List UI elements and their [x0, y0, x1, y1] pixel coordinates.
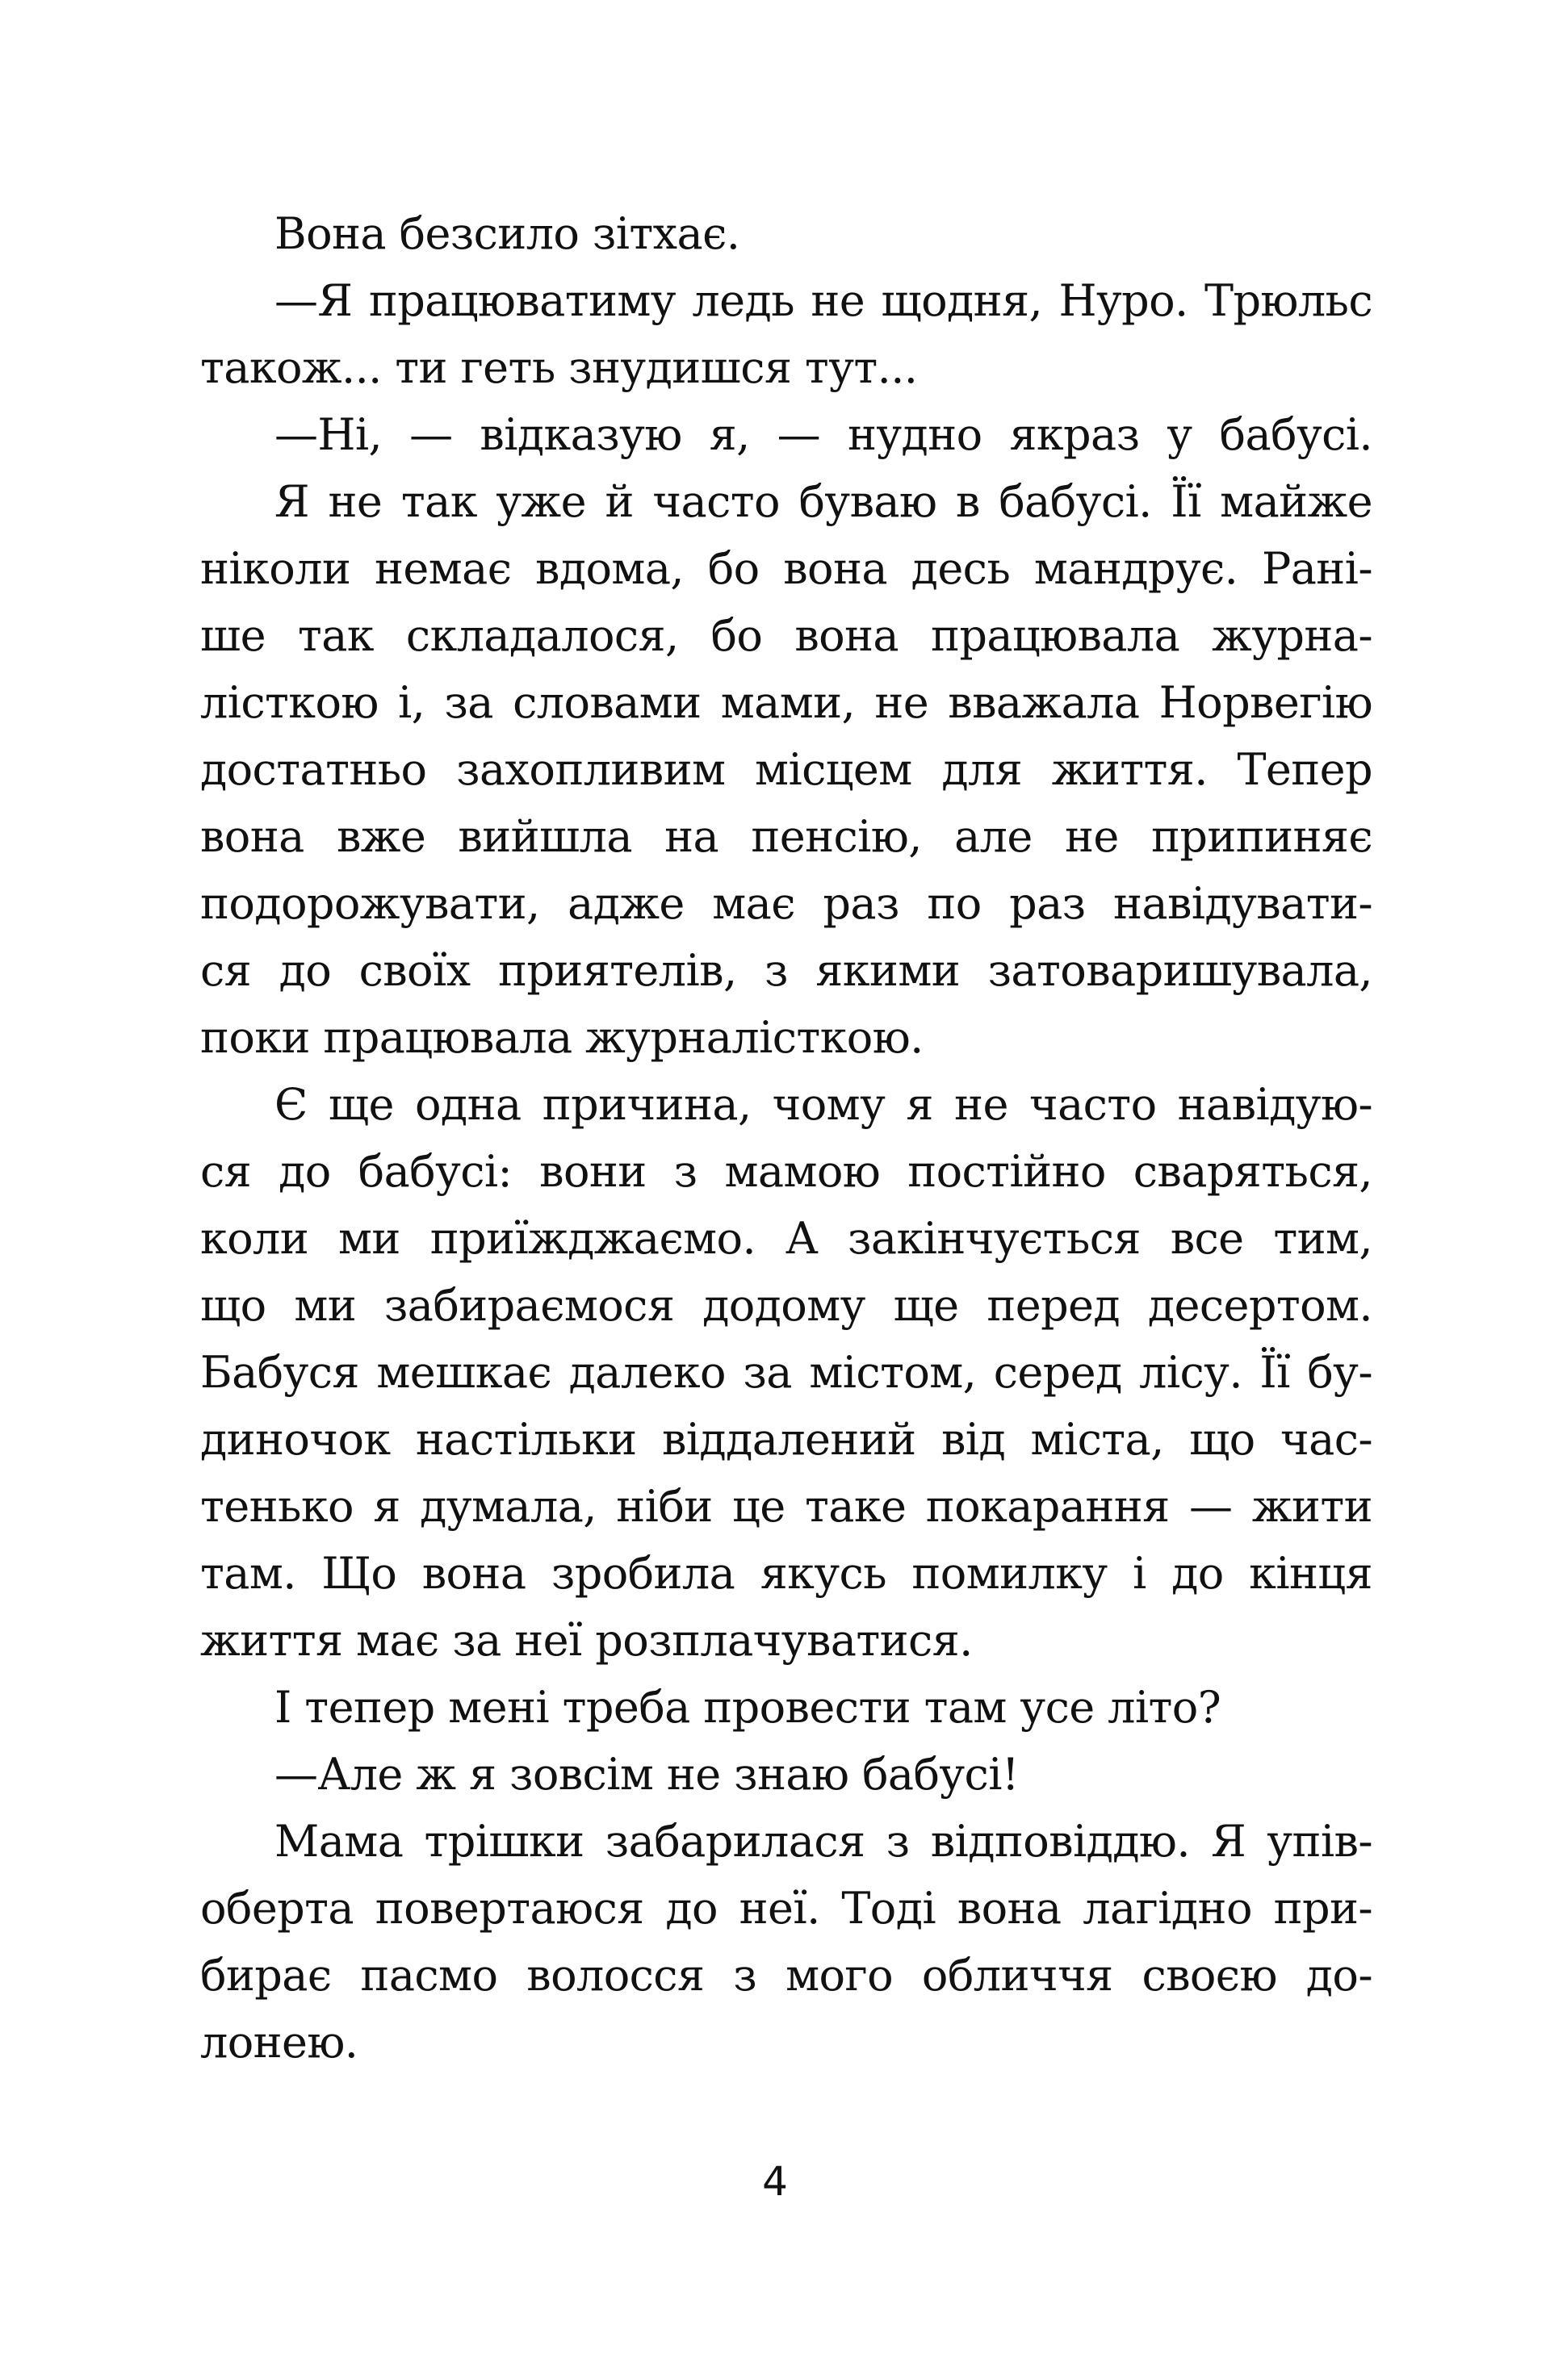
text-line: бирає пасмо волосся з мого обличчя своєю до-: [200, 1950, 1372, 2001]
text-line: —Але ж я зовсім не знаю бабусі!: [274, 1749, 1019, 1800]
text-line: подорожувати, адже має раз по раз навідувати-: [200, 878, 1372, 929]
text-line: Бабуся мешкає далеко за містом, серед лісу. Її бу-: [200, 1347, 1372, 1398]
text-line: ніколи немає вдома, бо вона десь мандрує. Рані-: [200, 543, 1372, 594]
text-line: лісткою і, за словами мами, не вважала Норвегію: [200, 677, 1372, 728]
text-line: тенько я думала, ніби це таке покарання — жити: [200, 1481, 1372, 1532]
text-line: —Ні, — відказую я, — нудно якраз у бабусі.: [274, 409, 1372, 460]
text-line: там. Що вона зробила якусь помилку і до кінця: [200, 1548, 1372, 1599]
page-number: 4: [762, 2158, 788, 2205]
text-line: —Я працюватиму ледь не щодня, Нуро. Трюльс: [274, 275, 1372, 326]
text-line: вона вже вийшла на пенсію, але не припиняє: [200, 811, 1372, 862]
text-line: ся до бабусі: вони з мамою постійно сваряться,: [200, 1146, 1372, 1197]
text-line: ше так складалося, бо вона працювала журна-: [200, 610, 1372, 661]
text-line: лонею.: [200, 2017, 358, 2068]
text-line: оберта повертаюся до неї. Тоді вона лагідно при-: [200, 1883, 1372, 1934]
text-line: коли ми приїжджаємо. А закінчується все тим,: [200, 1213, 1372, 1264]
text-line: достатньо захопливим місцем для життя. Тепер: [200, 744, 1372, 795]
text-line: поки працювала журналісткою.: [200, 1012, 924, 1063]
text-line: що ми забираємося додому ще перед десертом.: [200, 1280, 1372, 1331]
text-line: Я не так уже й часто буваю в бабусі. Її майже: [274, 476, 1372, 527]
page-body: [200, 200, 1372, 2076]
text-line: диночок настільки віддалений від міста, що час-: [200, 1414, 1372, 1465]
text-line: І тепер мені треба провести там усе літо?: [274, 1682, 1221, 1733]
text-line: Є ще одна причина, чому я не часто навідую-: [274, 1079, 1372, 1130]
text-line: життя має за неї розплачуватися.: [200, 1615, 973, 1666]
text-line: також... ти геть знудишся тут...: [200, 342, 918, 393]
text-line: Вона безсило зітхає.: [274, 208, 740, 259]
text-line: Мама трішки забарилася з відповіддю. Я упів-: [274, 1816, 1372, 1867]
text-line: ся до своїх приятелів, з якими затоваришувала,: [200, 945, 1372, 996]
